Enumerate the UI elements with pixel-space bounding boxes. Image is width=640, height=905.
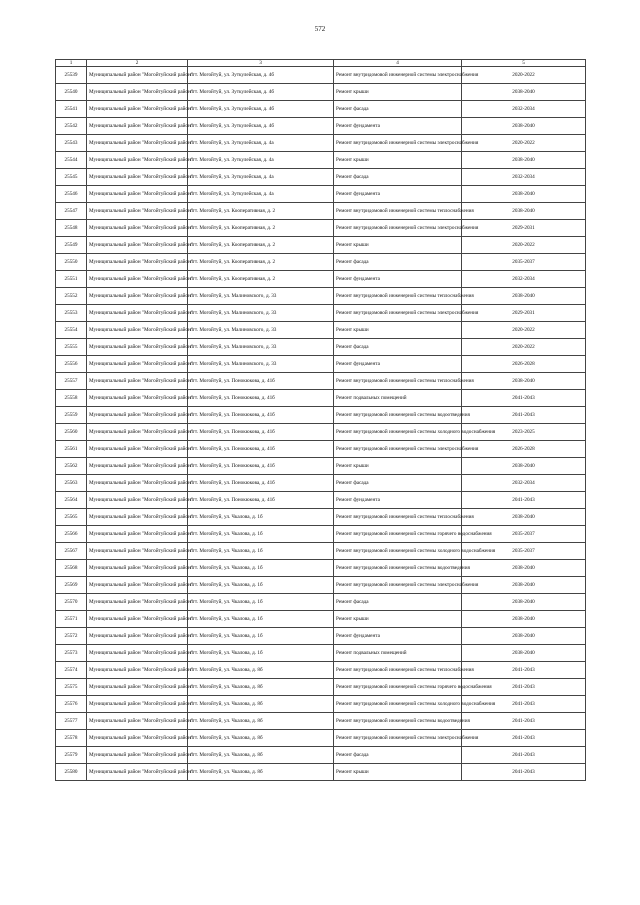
address-cell: пгт. Могойтуй, ул. Чкалова, д. 8б bbox=[188, 747, 334, 764]
work-type-cell: Ремонт крыши bbox=[334, 237, 462, 254]
address-cell: пгт. Могойтуй, ул. Зуткулейская, д. 4а bbox=[188, 152, 334, 169]
municipality-cell: Муниципальный район "Могойтуйский район" bbox=[87, 67, 188, 84]
period-cell: 2035-2037 bbox=[462, 543, 586, 560]
row-number: 25539 bbox=[56, 67, 87, 84]
table-row bbox=[56, 390, 586, 407]
work-type-cell: Ремонт внутридомовой инженерной системы горячего водоснабжения bbox=[334, 526, 462, 543]
table-row bbox=[56, 118, 586, 135]
table-row bbox=[56, 475, 586, 492]
address-cell: пгт. Могойтуй, ул. Чкалова, д. 8б bbox=[188, 679, 334, 696]
work-type-cell: Ремонт фасада bbox=[334, 747, 462, 764]
municipality-cell: Муниципальный район "Могойтуйский район" bbox=[87, 628, 188, 645]
work-type-cell: Ремонт внутридомовой инженерной системы теплоснабжения bbox=[334, 509, 462, 526]
work-type-cell: Ремонт внутридомовой инженерной системы холодного водоснабжения bbox=[334, 543, 462, 560]
column-header-5: 5 bbox=[462, 60, 586, 67]
table-row bbox=[56, 560, 586, 577]
period-cell: 2041-2043 bbox=[462, 662, 586, 679]
address-cell: пгт. Могойтуй, ул. Чкалова, д. 1б bbox=[188, 645, 334, 662]
period-cell: 2038-2040 bbox=[462, 509, 586, 526]
work-type-cell: Ремонт внутридомовой инженерной системы холодного водоснабжения bbox=[334, 696, 462, 713]
row-number: 25558 bbox=[56, 390, 87, 407]
work-type-cell: Ремонт фундамента bbox=[334, 492, 462, 509]
address-cell: пгт. Могойтуй, ул. Кооперативная, д. 2 bbox=[188, 220, 334, 237]
work-type-cell: Ремонт фасада bbox=[334, 339, 462, 356]
column-header-3: 3 bbox=[188, 60, 334, 67]
table-row bbox=[56, 747, 586, 764]
period-cell: 2035-2037 bbox=[462, 526, 586, 543]
table-row bbox=[56, 662, 586, 679]
municipality-cell: Муниципальный район "Могойтуйский район" bbox=[87, 186, 188, 203]
table-row bbox=[56, 288, 586, 305]
address-cell: пгт. Могойтуй, ул. Чкалова, д. 8б bbox=[188, 730, 334, 747]
address-cell: пгт. Могойтуй, ул. Зуткулейская, д. 4б bbox=[188, 67, 334, 84]
work-type-cell: Ремонт внутридомовой инженерной системы электроснабжения bbox=[334, 305, 462, 322]
municipality-cell: Муниципальный район "Могойтуйский район" bbox=[87, 543, 188, 560]
table-row bbox=[56, 135, 586, 152]
header-row bbox=[56, 60, 586, 67]
work-type-cell: Ремонт внутридомовой инженерной системы электроснабжения bbox=[334, 730, 462, 747]
municipality-cell: Муниципальный район "Могойтуйский район" bbox=[87, 152, 188, 169]
address-cell: пгт. Могойтуй, ул. Чкалова, д. 1б bbox=[188, 526, 334, 543]
period-cell: 2038-2040 bbox=[462, 84, 586, 101]
period-cell: 2035-2037 bbox=[462, 254, 586, 271]
address-cell: пгт. Могойтуй, ул. Зуткулейская, д. 4б bbox=[188, 84, 334, 101]
period-cell: 2026-2028 bbox=[462, 441, 586, 458]
municipality-cell: Муниципальный район "Могойтуйский район" bbox=[87, 696, 188, 713]
period-cell: 2038-2040 bbox=[462, 186, 586, 203]
municipality-cell: Муниципальный район "Могойтуйский район" bbox=[87, 475, 188, 492]
period-cell: 2020-2022 bbox=[462, 67, 586, 84]
row-number: 25551 bbox=[56, 271, 87, 288]
address-cell: пгт. Могойтуй, ул. Кооперативная, д. 2 bbox=[188, 237, 334, 254]
table-row bbox=[56, 696, 586, 713]
address-cell: пгт. Могойтуй, ул. Малиновского, д. 33 bbox=[188, 339, 334, 356]
address-cell: пгт. Могойтуй, ул. Чкалова, д. 8б bbox=[188, 764, 334, 781]
work-type-cell: Ремонт фасада bbox=[334, 254, 462, 271]
address-cell: пгт. Могойтуй, ул. Чкалова, д. 8б bbox=[188, 696, 334, 713]
municipality-cell: Муниципальный район "Могойтуйский район" bbox=[87, 747, 188, 764]
work-type-cell: Ремонт внутридомовой инженерной системы водоотведения bbox=[334, 713, 462, 730]
work-type-cell: Ремонт крыши bbox=[334, 611, 462, 628]
table-row bbox=[56, 594, 586, 611]
row-number: 25568 bbox=[56, 560, 87, 577]
period-cell: 2041-2043 bbox=[462, 713, 586, 730]
row-number: 25559 bbox=[56, 407, 87, 424]
municipality-cell: Муниципальный район "Могойтуйский район" bbox=[87, 560, 188, 577]
municipality-cell: Муниципальный район "Могойтуйский район" bbox=[87, 679, 188, 696]
municipality-cell: Муниципальный район "Могойтуйский район" bbox=[87, 730, 188, 747]
table-row bbox=[56, 679, 586, 696]
address-cell: пгт. Могойтуй, ул. Малиновского, д. 33 bbox=[188, 305, 334, 322]
work-type-cell: Ремонт подвальных помещений bbox=[334, 390, 462, 407]
municipality-cell: Муниципальный район "Могойтуйский район" bbox=[87, 594, 188, 611]
work-type-cell: Ремонт фасада bbox=[334, 594, 462, 611]
work-type-cell: Ремонт внутридомовой инженерной системы электроснабжения bbox=[334, 220, 462, 237]
row-number: 25566 bbox=[56, 526, 87, 543]
work-type-cell: Ремонт фундамента bbox=[334, 628, 462, 645]
address-cell: пгт. Могойтуй, ул. Понокюкова, д. 41б bbox=[188, 458, 334, 475]
work-type-cell: Ремонт фундамента bbox=[334, 356, 462, 373]
table-row bbox=[56, 322, 586, 339]
table-row bbox=[56, 305, 586, 322]
period-cell: 2020-2022 bbox=[462, 135, 586, 152]
column-header-2: 2 bbox=[87, 60, 188, 67]
address-cell: пгт. Могойтуй, ул. Малиновского, д. 33 bbox=[188, 356, 334, 373]
row-number: 25556 bbox=[56, 356, 87, 373]
period-cell: 2038-2040 bbox=[462, 458, 586, 475]
municipality-cell: Муниципальный район "Могойтуйский район" bbox=[87, 611, 188, 628]
work-type-cell: Ремонт внутридомовой инженерной системы теплоснабжения bbox=[334, 288, 462, 305]
row-number: 25574 bbox=[56, 662, 87, 679]
address-cell: пгт. Могойтуй, ул. Чкалова, д. 8б bbox=[188, 662, 334, 679]
work-type-cell: Ремонт внутридомовой инженерной системы горячего водоснабжения bbox=[334, 679, 462, 696]
period-cell: 2038-2040 bbox=[462, 611, 586, 628]
period-cell: 2032-2034 bbox=[462, 475, 586, 492]
row-number: 25552 bbox=[56, 288, 87, 305]
period-cell: 2020-2022 bbox=[462, 339, 586, 356]
address-cell: пгт. Могойтуй, ул. Чкалова, д. 1б bbox=[188, 560, 334, 577]
period-cell: 2041-2043 bbox=[462, 696, 586, 713]
row-number: 25565 bbox=[56, 509, 87, 526]
period-cell: 2038-2040 bbox=[462, 594, 586, 611]
column-header-4: 4 bbox=[334, 60, 462, 67]
work-type-cell: Ремонт внутридомовой инженерной системы электроснабжения bbox=[334, 135, 462, 152]
work-type-cell: Ремонт внутридомовой инженерной системы электроснабжения bbox=[334, 577, 462, 594]
work-type-cell: Ремонт внутридомовой инженерной системы холодного водоснабжения bbox=[334, 424, 462, 441]
row-number: 25567 bbox=[56, 543, 87, 560]
row-number: 25571 bbox=[56, 611, 87, 628]
table-row bbox=[56, 84, 586, 101]
table-row bbox=[56, 271, 586, 288]
address-cell: пгт. Могойтуй, ул. Зуткулейская, д. 4б bbox=[188, 118, 334, 135]
table-row bbox=[56, 611, 586, 628]
municipality-cell: Муниципальный район "Могойтуйский район" bbox=[87, 407, 188, 424]
municipality-cell: Муниципальный район "Могойтуйский район" bbox=[87, 118, 188, 135]
work-type-cell: Ремонт фундамента bbox=[334, 186, 462, 203]
row-number: 25573 bbox=[56, 645, 87, 662]
municipality-cell: Муниципальный район "Могойтуйский район" bbox=[87, 305, 188, 322]
municipality-cell: Муниципальный район "Могойтуйский район" bbox=[87, 101, 188, 118]
period-cell: 2041-2043 bbox=[462, 390, 586, 407]
row-number: 25561 bbox=[56, 441, 87, 458]
address-cell: пгт. Могойтуй, ул. Кооперативная, д. 2 bbox=[188, 271, 334, 288]
table-row bbox=[56, 730, 586, 747]
municipality-cell: Муниципальный район "Могойтуйский район" bbox=[87, 271, 188, 288]
municipality-cell: Муниципальный район "Могойтуйский район" bbox=[87, 390, 188, 407]
work-type-cell: Ремонт фасада bbox=[334, 475, 462, 492]
address-cell: пгт. Могойтуй, ул. Зуткулейская, д. 4а bbox=[188, 169, 334, 186]
municipality-cell: Муниципальный район "Могойтуйский район" bbox=[87, 135, 188, 152]
period-cell: 2032-2034 bbox=[462, 101, 586, 118]
municipality-cell: Муниципальный район "Могойтуйский район" bbox=[87, 254, 188, 271]
period-cell: 2020-2022 bbox=[462, 237, 586, 254]
municipality-cell: Муниципальный район "Могойтуйский район" bbox=[87, 237, 188, 254]
row-number: 25547 bbox=[56, 203, 87, 220]
page-number: 572 bbox=[314, 25, 326, 33]
period-cell: 2032-2034 bbox=[462, 271, 586, 288]
column-header-1: 1 bbox=[56, 60, 87, 67]
table-row bbox=[56, 713, 586, 730]
table-row bbox=[56, 577, 586, 594]
row-number: 25572 bbox=[56, 628, 87, 645]
period-cell: 2038-2040 bbox=[462, 560, 586, 577]
table-row bbox=[56, 373, 586, 390]
municipality-cell: Муниципальный район "Могойтуйский район" bbox=[87, 84, 188, 101]
municipality-cell: Муниципальный район "Могойтуйский район" bbox=[87, 713, 188, 730]
row-number: 25544 bbox=[56, 152, 87, 169]
table-row bbox=[56, 441, 586, 458]
municipality-cell: Муниципальный район "Могойтуйский район" bbox=[87, 356, 188, 373]
address-cell: пгт. Могойтуй, ул. Чкалова, д. 8б bbox=[188, 713, 334, 730]
work-type-cell: Ремонт внутридомовой инженерной системы теплоснабжения bbox=[334, 373, 462, 390]
address-cell: пгт. Могойтуй, ул. Зуткулейская, д. 4а bbox=[188, 186, 334, 203]
period-cell: 2038-2040 bbox=[462, 118, 586, 135]
municipality-cell: Муниципальный район "Могойтуйский район" bbox=[87, 288, 188, 305]
address-cell: пгт. Могойтуй, ул. Кооперативная, д. 2 bbox=[188, 203, 334, 220]
municipality-cell: Муниципальный район "Могойтуйский район" bbox=[87, 492, 188, 509]
work-type-cell: Ремонт внутридомовой инженерной системы водоотведения bbox=[334, 560, 462, 577]
municipality-cell: Муниципальный район "Могойтуйский район" bbox=[87, 526, 188, 543]
address-cell: пгт. Могойтуй, ул. Малиновского, д. 33 bbox=[188, 288, 334, 305]
municipality-cell: Муниципальный район "Могойтуйский район" bbox=[87, 458, 188, 475]
municipality-cell: Муниципальный район "Могойтуйский район" bbox=[87, 662, 188, 679]
table-row bbox=[56, 458, 586, 475]
period-cell: 2032-2034 bbox=[462, 169, 586, 186]
period-cell: 2041-2043 bbox=[462, 764, 586, 781]
period-cell: 2038-2040 bbox=[462, 203, 586, 220]
row-number: 25557 bbox=[56, 373, 87, 390]
work-type-cell: Ремонт внутридомовой инженерной системы теплоснабжения bbox=[334, 203, 462, 220]
table-row bbox=[56, 628, 586, 645]
row-number: 25545 bbox=[56, 169, 87, 186]
row-number: 25553 bbox=[56, 305, 87, 322]
row-number: 25541 bbox=[56, 101, 87, 118]
period-cell: 2023-2025 bbox=[462, 424, 586, 441]
row-number: 25580 bbox=[56, 764, 87, 781]
table-row bbox=[56, 186, 586, 203]
period-cell: 2038-2040 bbox=[462, 373, 586, 390]
work-type-cell: Ремонт крыши bbox=[334, 322, 462, 339]
row-number: 25554 bbox=[56, 322, 87, 339]
address-cell: пгт. Могойтуй, ул. Понокюкова, д. 41б bbox=[188, 492, 334, 509]
table-row bbox=[56, 424, 586, 441]
municipality-cell: Муниципальный район "Могойтуйский район" bbox=[87, 764, 188, 781]
municipality-cell: Муниципальный район "Могойтуйский район" bbox=[87, 339, 188, 356]
municipality-cell: Муниципальный район "Могойтуйский район" bbox=[87, 441, 188, 458]
work-type-cell: Ремонт крыши bbox=[334, 84, 462, 101]
work-type-cell: Ремонт фасада bbox=[334, 169, 462, 186]
period-cell: 2038-2040 bbox=[462, 628, 586, 645]
period-cell: 2041-2043 bbox=[462, 730, 586, 747]
period-cell: 2041-2043 bbox=[462, 679, 586, 696]
table-row bbox=[56, 356, 586, 373]
table-row bbox=[56, 645, 586, 662]
row-number: 25569 bbox=[56, 577, 87, 594]
municipality-cell: Муниципальный район "Могойтуйский район" bbox=[87, 577, 188, 594]
work-type-cell: Ремонт фундамента bbox=[334, 271, 462, 288]
table-row bbox=[56, 169, 586, 186]
table-row bbox=[56, 237, 586, 254]
row-number: 25549 bbox=[56, 237, 87, 254]
work-type-cell: Ремонт внутридомовой инженерной системы электроснабжения bbox=[334, 67, 462, 84]
address-cell: пгт. Могойтуй, ул. Чкалова, д. 1б bbox=[188, 543, 334, 560]
table-row bbox=[56, 526, 586, 543]
period-cell: 2038-2040 bbox=[462, 152, 586, 169]
address-cell: пгт. Могойтуй, ул. Понокюкова, д. 41б bbox=[188, 373, 334, 390]
work-type-cell: Ремонт внутридомовой инженерной системы теплоснабжения bbox=[334, 662, 462, 679]
table-row bbox=[56, 254, 586, 271]
period-cell: 2020-2022 bbox=[462, 322, 586, 339]
address-cell: пгт. Могойтуй, ул. Понокюкова, д. 41б bbox=[188, 390, 334, 407]
table-row bbox=[56, 67, 586, 84]
address-cell: пгт. Могойтуй, ул. Чкалова, д. 1б bbox=[188, 611, 334, 628]
work-type-cell: Ремонт подвальных помещений bbox=[334, 645, 462, 662]
municipality-cell: Муниципальный район "Могойтуйский район" bbox=[87, 220, 188, 237]
address-cell: пгт. Могойтуй, ул. Чкалова, д. 1б bbox=[188, 594, 334, 611]
row-number: 25543 bbox=[56, 135, 87, 152]
row-number: 25542 bbox=[56, 118, 87, 135]
period-cell: 2038-2040 bbox=[462, 577, 586, 594]
address-cell: пгт. Могойтуй, ул. Зуткулейская, д. 4а bbox=[188, 135, 334, 152]
address-cell: пгт. Могойтуй, ул. Малиновского, д. 33 bbox=[188, 322, 334, 339]
municipality-cell: Муниципальный район "Могойтуйский район" bbox=[87, 373, 188, 390]
work-type-cell: Ремонт внутридомовой инженерной системы электроснабжения bbox=[334, 441, 462, 458]
table-row bbox=[56, 764, 586, 781]
repair-schedule-table bbox=[55, 59, 586, 781]
address-cell: пгт. Могойтуй, ул. Кооперативная, д. 2 bbox=[188, 254, 334, 271]
table-row bbox=[56, 339, 586, 356]
table-row bbox=[56, 492, 586, 509]
row-number: 25546 bbox=[56, 186, 87, 203]
period-cell: 2026-2028 bbox=[462, 356, 586, 373]
period-cell: 2038-2040 bbox=[462, 645, 586, 662]
address-cell: пгт. Могойтуй, ул. Понокюкова, д. 41б bbox=[188, 441, 334, 458]
municipality-cell: Муниципальный район "Могойтуйский район" bbox=[87, 509, 188, 526]
work-type-cell: Ремонт внутридомовой инженерной системы водоотведения bbox=[334, 407, 462, 424]
table-row bbox=[56, 407, 586, 424]
table-row bbox=[56, 543, 586, 560]
row-number: 25555 bbox=[56, 339, 87, 356]
period-cell: 2029-2031 bbox=[462, 305, 586, 322]
table-row bbox=[56, 101, 586, 118]
period-cell: 2041-2043 bbox=[462, 747, 586, 764]
row-number: 25578 bbox=[56, 730, 87, 747]
address-cell: пгт. Могойтуй, ул. Чкалова, д. 1б bbox=[188, 509, 334, 526]
table-row bbox=[56, 509, 586, 526]
municipality-cell: Муниципальный район "Могойтуйский район" bbox=[87, 169, 188, 186]
address-cell: пгт. Могойтуй, ул. Понокюкова, д. 41б bbox=[188, 407, 334, 424]
period-cell: 2041-2043 bbox=[462, 492, 586, 509]
table-row bbox=[56, 203, 586, 220]
row-number: 25550 bbox=[56, 254, 87, 271]
municipality-cell: Муниципальный район "Могойтуйский район" bbox=[87, 424, 188, 441]
work-type-cell: Ремонт фундамента bbox=[334, 118, 462, 135]
municipality-cell: Муниципальный район "Могойтуйский район" bbox=[87, 645, 188, 662]
work-type-cell: Ремонт крыши bbox=[334, 152, 462, 169]
address-cell: пгт. Могойтуй, ул. Чкалова, д. 1б bbox=[188, 628, 334, 645]
row-number: 25577 bbox=[56, 713, 87, 730]
row-number: 25575 bbox=[56, 679, 87, 696]
row-number: 25563 bbox=[56, 475, 87, 492]
period-cell: 2029-2031 bbox=[462, 220, 586, 237]
row-number: 25576 bbox=[56, 696, 87, 713]
row-number: 25562 bbox=[56, 458, 87, 475]
municipality-cell: Муниципальный район "Могойтуйский район" bbox=[87, 203, 188, 220]
row-number: 25560 bbox=[56, 424, 87, 441]
work-type-cell: Ремонт крыши bbox=[334, 458, 462, 475]
row-number: 25548 bbox=[56, 220, 87, 237]
row-number: 25570 bbox=[56, 594, 87, 611]
work-type-cell: Ремонт фасада bbox=[334, 101, 462, 118]
period-cell: 2041-2043 bbox=[462, 407, 586, 424]
row-number: 25540 bbox=[56, 84, 87, 101]
address-cell: пгт. Могойтуй, ул. Понокюкова, д. 41б bbox=[188, 475, 334, 492]
municipality-cell: Муниципальный район "Могойтуйский район" bbox=[87, 322, 188, 339]
address-cell: пгт. Могойтуй, ул. Чкалова, д. 1б bbox=[188, 577, 334, 594]
row-number: 25564 bbox=[56, 492, 87, 509]
period-cell: 2038-2040 bbox=[462, 288, 586, 305]
table-row bbox=[56, 220, 586, 237]
address-cell: пгт. Могойтуй, ул. Зуткулейская, д. 4б bbox=[188, 101, 334, 118]
work-type-cell: Ремонт крыши bbox=[334, 764, 462, 781]
table-row bbox=[56, 152, 586, 169]
address-cell: пгт. Могойтуй, ул. Понокюкова, д. 41б bbox=[188, 424, 334, 441]
row-number: 25579 bbox=[56, 747, 87, 764]
